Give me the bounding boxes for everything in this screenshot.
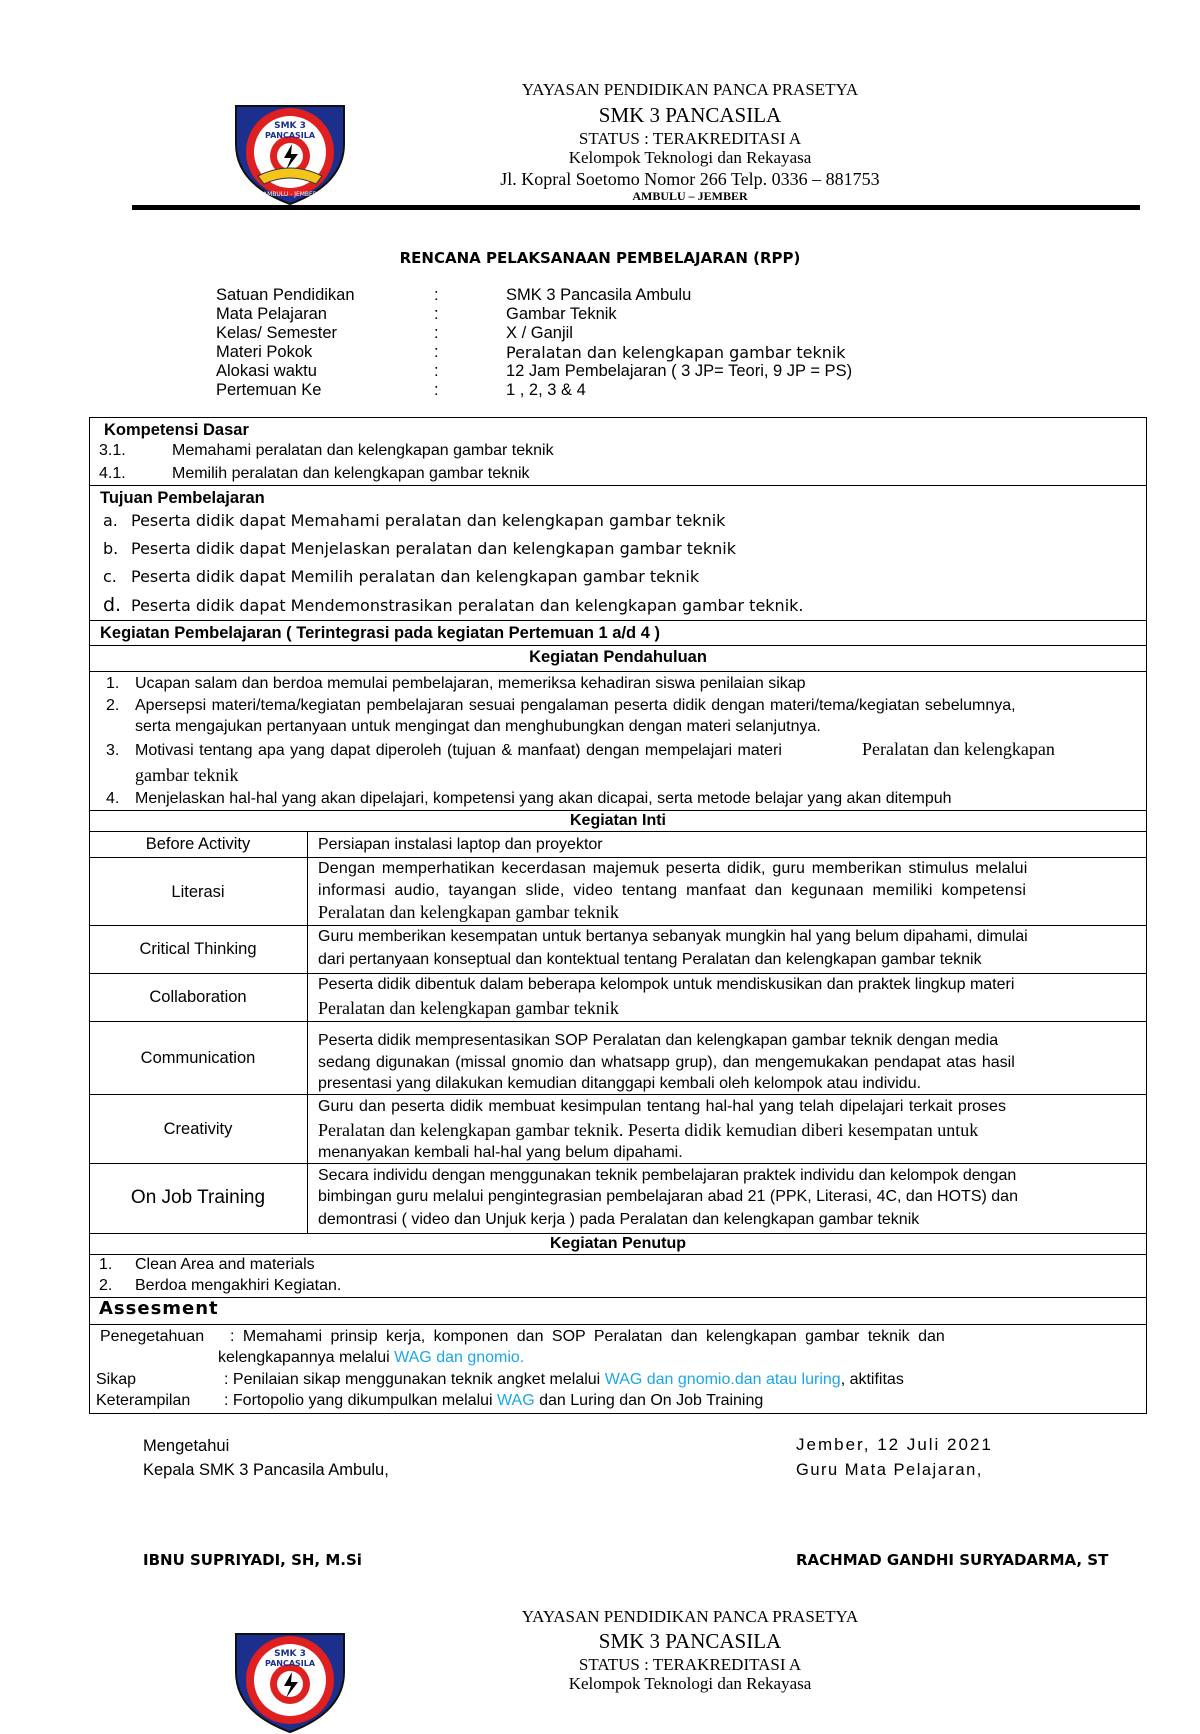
penutup-heading: Kegiatan Penutup bbox=[549, 1235, 686, 1252]
inti-text: presentasi yang dilakukan kemudian ditanggapi kembali oleh kelompok atau individu. bbox=[318, 1075, 922, 1092]
inti-heading: Kegiatan Inti bbox=[569, 812, 666, 829]
assesment-text: : Penilaian sikap menggunakan teknik angket melalui WAG dan gnomio.dan atau luring, aktifitas bbox=[224, 1371, 904, 1388]
assesment-heading: Assesment bbox=[99, 1298, 219, 1319]
inti-label: Communication bbox=[140, 1049, 256, 1067]
pendahuluan-num: 1. bbox=[106, 675, 120, 692]
page-title: RENCANA PELAKSANAAN PEMBELAJARAN (RPP) bbox=[399, 249, 801, 267]
signature-left-line2: Kepala SMK 3 Pancasila Ambulu, bbox=[143, 1461, 389, 1479]
inti-label: Literasi bbox=[171, 883, 225, 901]
tujuan-item: Peserta didik dapat Memahami peralatan dan kelengkapan gambar teknik bbox=[131, 511, 726, 530]
info-sep: : bbox=[434, 381, 439, 399]
divider bbox=[89, 1254, 1147, 1255]
assesment-link: WAG bbox=[497, 1392, 535, 1409]
info-value: SMK 3 Pancasila Ambulu bbox=[506, 286, 692, 304]
inti-label: On Job Training bbox=[130, 1187, 266, 1208]
info-label: Mata Pelajaran bbox=[216, 305, 327, 323]
inti-text: Peserta didik mempresentasikan SOP Peralatan dan kelengkapan gambar teknik dengan media bbox=[318, 1032, 999, 1049]
tujuan-num: d. bbox=[103, 594, 122, 616]
divider bbox=[89, 925, 1147, 926]
info-sep: : bbox=[434, 362, 439, 380]
inti-label: Creativity bbox=[163, 1120, 233, 1138]
divider bbox=[89, 973, 1147, 974]
kegiatan-heading: Kegiatan Pembelajaran ( Terintegrasi pada kegiatan Pertemuan 1 a/d 4 ) bbox=[100, 624, 660, 642]
inti-label: Before Activity bbox=[145, 835, 251, 853]
kompetensi-num: 4.1. bbox=[99, 465, 126, 482]
inti-text: bimbingan guru melalui pengintegrasian pembelajaran abad 21 (PPK, Literasi, 4C, dan HOTS) dan bbox=[318, 1188, 1018, 1205]
tujuan-item: Peserta didik dapat Menjelaskan peralatan dan kelengkapan gambar teknik bbox=[131, 539, 736, 558]
inti-text: Secara individu dengan menggunakan teknik pembelajaran praktek individu dan kelompok dengan bbox=[318, 1167, 1017, 1184]
signature-left-name: IBNU SUPRIYADI, SH, M.Si bbox=[143, 1551, 362, 1569]
penutup-item: Berdoa mengakhiri Kegiatan. bbox=[135, 1277, 342, 1294]
assesment-text-cont: kelengkapannya melalui WAG dan gnomio. bbox=[218, 1349, 525, 1366]
inti-text: Peralatan dan kelengkapan gambar teknik bbox=[318, 902, 619, 922]
pendahuluan-num: 4. bbox=[106, 790, 120, 807]
header-status: STATUS : TERAKREDITASI A bbox=[578, 129, 802, 148]
divider bbox=[89, 1163, 1147, 1164]
divider bbox=[89, 1324, 1147, 1325]
tujuan-num: b. bbox=[103, 539, 119, 558]
inti-text: Peralatan dan kelengkapan gambar teknik bbox=[318, 998, 619, 1018]
pendahuluan-item-cont: gambar teknik bbox=[135, 765, 239, 785]
info-value: 12 Jam Pembelajaran ( 3 JP= Teori, 9 JP = PS) bbox=[506, 362, 853, 380]
inti-text: Peralatan dan kelengkapan gambar teknik. Peserta didik kemudian diberi kesempatan untuk bbox=[318, 1120, 979, 1140]
inti-text: informasi audio, tayangan slide, video tentang manfaat dan kegunaan memiliki kompetensi bbox=[318, 882, 1027, 899]
school-logo bbox=[228, 84, 352, 206]
info-sep: : bbox=[434, 324, 439, 342]
tujuan-item: Peserta didik dapat Mendemonstrasikan peralatan dan kelengkapan gambar teknik. bbox=[131, 596, 804, 615]
info-label: Materi Pokok bbox=[216, 343, 313, 361]
inti-text: Persiapan instalasi laptop dan proyektor bbox=[318, 836, 603, 853]
divider bbox=[89, 671, 1147, 672]
assesment-text: : Fortopolio yang dikumpulkan melalui WAG dan Luring dan On Job Training bbox=[224, 1392, 764, 1409]
penutup-item: Clean Area and materials bbox=[135, 1256, 315, 1273]
header2-foundation: YAYASAN PENDIDIKAN PANCA PRASETYA bbox=[521, 1607, 859, 1626]
divider bbox=[89, 620, 1147, 621]
pendahuluan-item-topic: Peralatan dan kelengkapan bbox=[862, 739, 1055, 759]
inti-text: dari pertanyaan konseptual dan kontektual tentang Peralatan dan kelengkapan gambar teknik bbox=[318, 951, 982, 968]
divider bbox=[89, 857, 1147, 858]
kompetensi-heading: Kompetensi Dasar bbox=[104, 421, 249, 439]
inti-label: Collaboration bbox=[149, 988, 247, 1006]
divider bbox=[89, 1297, 1147, 1298]
assesment-label: Sikap bbox=[96, 1371, 137, 1388]
header2-group: Kelompok Teknologi dan Rekayasa bbox=[568, 1674, 812, 1693]
svg-text:AMBULU - JEMBER: AMBULU - JEMBER bbox=[262, 191, 318, 198]
inti-text: Guru dan peserta didik membuat kesimpulan tentang hal-hal yang telah dipelajari terkait proses bbox=[318, 1098, 1006, 1115]
assesment-link: WAG dan gnomio. bbox=[394, 1349, 525, 1366]
info-sep: : bbox=[434, 305, 439, 323]
inti-text: sedang digunakan (missal gnomio dan whatsapp grup), dan mengemukakan pendapat atas hasil bbox=[318, 1054, 1015, 1071]
divider bbox=[89, 1094, 1147, 1095]
info-sep: : bbox=[434, 286, 439, 304]
header-city: AMBULU – JEMBER bbox=[632, 189, 748, 203]
divider bbox=[89, 1233, 1147, 1234]
svg-text:PANCASILA: PANCASILA bbox=[264, 131, 316, 140]
signature-right-line1: Jember, 12 Juli 2021 bbox=[796, 1435, 993, 1454]
info-label: Satuan Pendidikan bbox=[216, 286, 355, 304]
header-address: Jl. Kopral Soetomo Nomor 266 Telp. 0336 – 881753 bbox=[500, 169, 880, 189]
info-value: 1 , 2, 3 & 4 bbox=[506, 381, 586, 399]
header2-school: SMK 3 PANCASILA bbox=[598, 1629, 782, 1653]
svg-text:SMK 3: SMK 3 bbox=[274, 121, 306, 131]
svg-text:SMK 3: SMK 3 bbox=[274, 1649, 306, 1659]
header2-status: STATUS : TERAKREDITASI A bbox=[578, 1655, 802, 1674]
tujuan-heading: Tujuan Pembelajaran bbox=[100, 489, 265, 507]
inti-text: demontrasi ( video dan Unjuk kerja ) pada Peralatan dan kelengkapan gambar teknik bbox=[318, 1211, 920, 1228]
svg-text:PANCASILA: PANCASILA bbox=[264, 1659, 316, 1668]
pendahuluan-num: 2. bbox=[106, 697, 120, 714]
divider bbox=[89, 831, 1147, 832]
school-logo bbox=[228, 1612, 352, 1734]
assesment-text: : Memahami prinsip kerja, komponen dan SOP Peralatan dan kelengkapan gambar teknik dan bbox=[230, 1328, 945, 1345]
header-foundation: YAYASAN PENDIDIKAN PANCA PRASETYA bbox=[521, 80, 859, 99]
pendahuluan-item-cont: serta mengajukan pertanyaan untuk mengingat dan menghubungkan dengan materi selanjutnya. bbox=[135, 718, 821, 735]
kompetensi-item: Memahami peralatan dan kelengkapan gambar teknik bbox=[172, 442, 554, 459]
divider bbox=[89, 1021, 1147, 1022]
tujuan-item: Peserta didik dapat Memilih peralatan dan kelengkapan gambar teknik bbox=[131, 567, 700, 586]
inti-text: Dengan memperhatikan kecerdasan majemuk peserta didik, guru memberikan stimulus melalui bbox=[318, 860, 1028, 877]
info-value: Peralatan dan kelengkapan gambar teknik bbox=[506, 343, 846, 362]
info-value: Gambar Teknik bbox=[506, 305, 617, 323]
divider bbox=[89, 485, 1147, 486]
info-label: Pertemuan Ke bbox=[216, 381, 322, 399]
assesment-link: WAG dan gnomio.dan atau luring bbox=[604, 1371, 841, 1388]
info-label: Alokasi waktu bbox=[216, 362, 317, 380]
info-sep: : bbox=[434, 343, 439, 361]
tujuan-num: c. bbox=[103, 567, 117, 586]
header-school: SMK 3 PANCASILA bbox=[598, 103, 782, 127]
info-value: X / Ganjil bbox=[506, 324, 573, 342]
info-label: Kelas/ Semester bbox=[216, 324, 338, 342]
tujuan-num: a. bbox=[103, 511, 118, 530]
pendahuluan-num: 3. bbox=[106, 742, 120, 759]
pendahuluan-item: Ucapan salam dan berdoa memulai pembelajaran, memeriksa kehadiran siswa penilaian sikap bbox=[135, 675, 806, 692]
pendahuluan-item: Menjelaskan hal-hal yang akan dipelajari, kompetensi yang akan dicapai, serta metode belajar yang akan ditempuh bbox=[135, 790, 952, 807]
column-divider bbox=[307, 831, 308, 1233]
pendahuluan-item: Motivasi tentang apa yang dapat diperoleh (tujuan & manfaat) dengan mempelajari materi bbox=[135, 742, 782, 759]
inti-label: Critical Thinking bbox=[139, 940, 257, 958]
divider bbox=[89, 645, 1147, 646]
assesment-label: Keterampilan bbox=[96, 1392, 191, 1409]
header-rule bbox=[132, 205, 1140, 210]
penutup-num: 1. bbox=[99, 1256, 113, 1273]
pendahuluan-item: Apersepsi materi/tema/kegiatan pembelajaran sesuai pengalaman peserta didik dengan materi/tema/kegiatan sebelumnya, bbox=[135, 697, 1016, 714]
inti-text: Guru memberikan kesempatan untuk bertanya sebanyak mungkin hal yang belum dipahami, dimulai bbox=[318, 928, 1028, 945]
header-group: Kelompok Teknologi dan Rekayasa bbox=[568, 148, 812, 167]
kompetensi-num: 3.1. bbox=[99, 442, 126, 459]
pendahuluan-heading: Kegiatan Pendahuluan bbox=[529, 648, 707, 666]
inti-text: menanyakan kembali hal-hal yang belum dipahami. bbox=[318, 1144, 683, 1161]
signature-right-line2: Guru Mata Pelajaran, bbox=[796, 1461, 983, 1479]
divider bbox=[89, 810, 1147, 811]
inti-text: Peserta didik dibentuk dalam beberapa kelompok untuk mendiskusikan dan praktek lingkup materi bbox=[318, 976, 1015, 993]
kompetensi-item: Memilih peralatan dan kelengkapan gambar teknik bbox=[172, 465, 530, 482]
assesment-label: Penegetahuan bbox=[100, 1328, 205, 1345]
signature-right-name: RACHMAD GANDHI SURYADARMA, ST bbox=[796, 1551, 1109, 1569]
penutup-num: 2. bbox=[99, 1277, 113, 1294]
signature-left-line1: Mengetahui bbox=[143, 1437, 230, 1455]
